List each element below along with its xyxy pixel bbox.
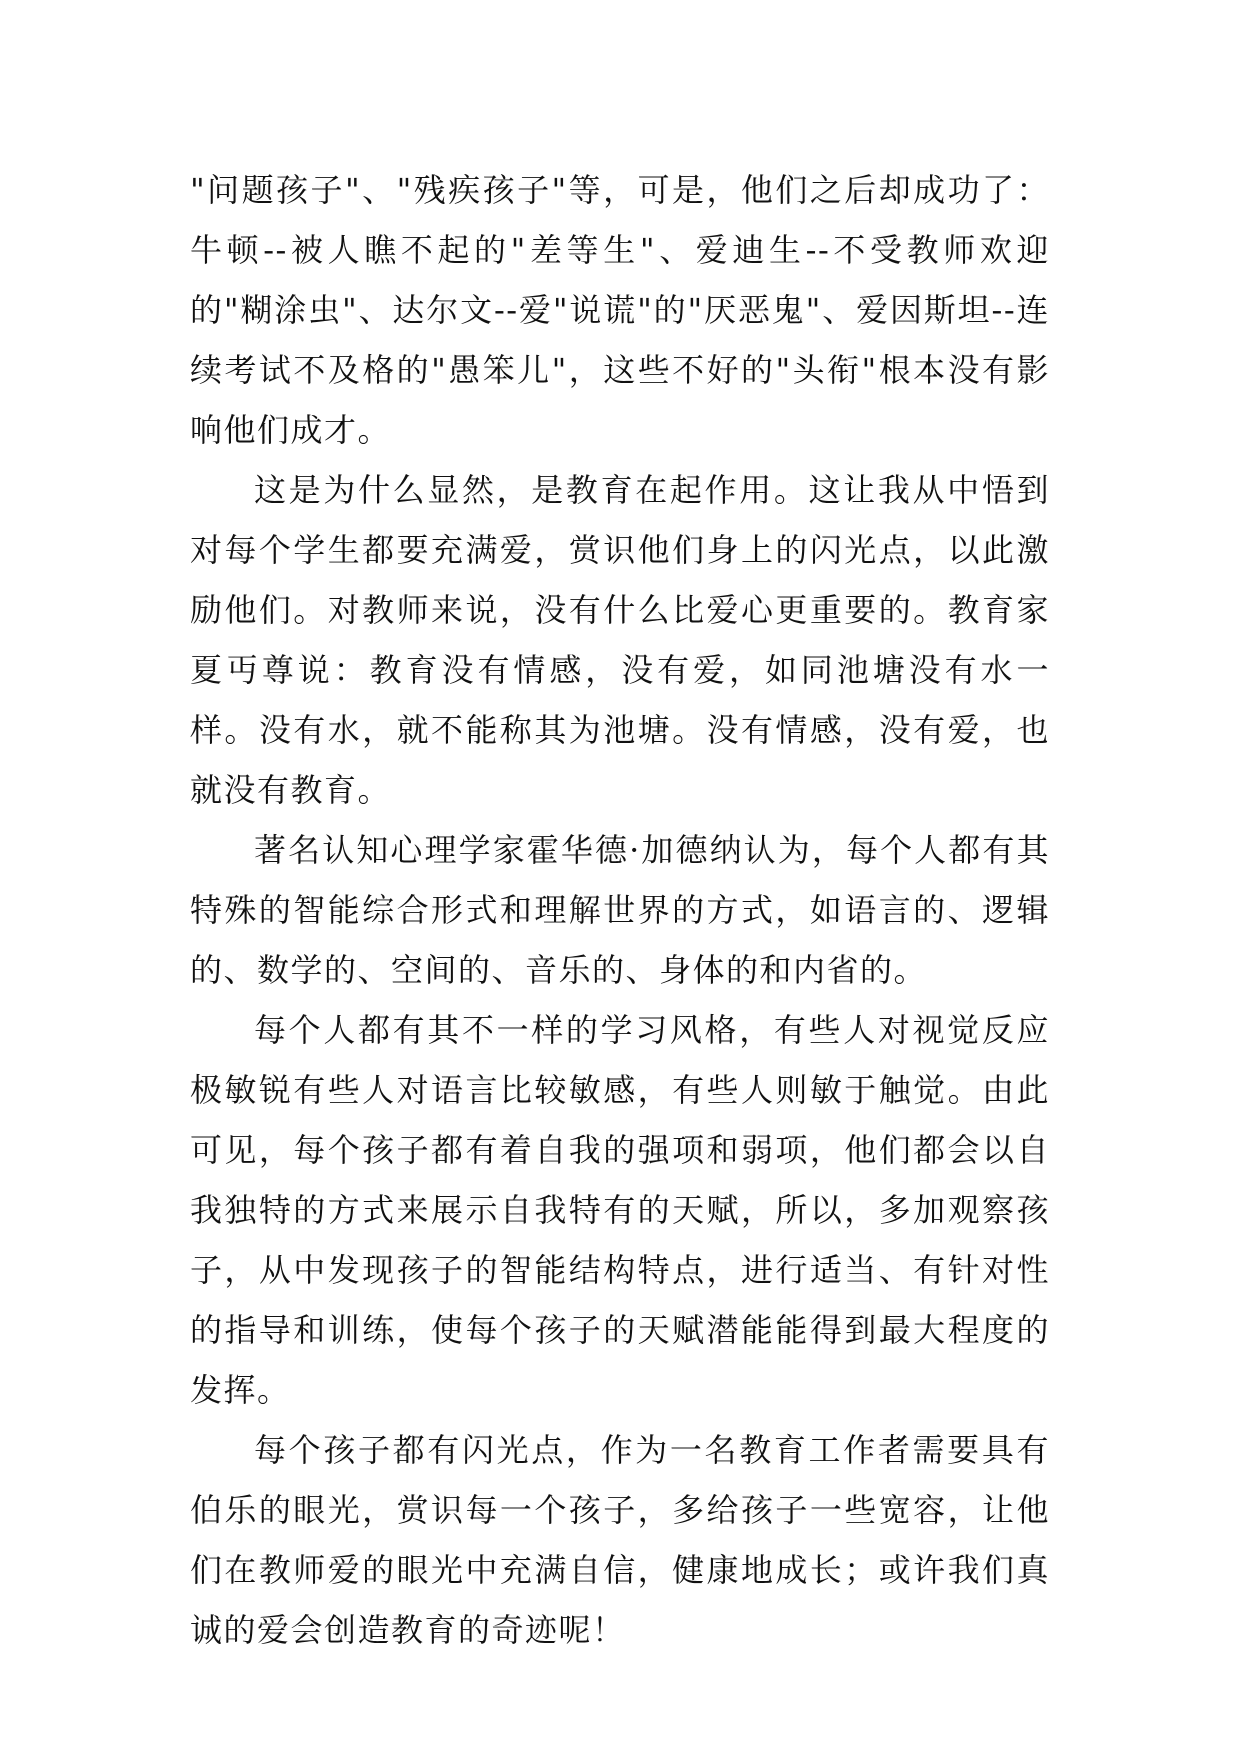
paragraph-1: "问题孩子"、"残疾孩子"等，可是，他们之后却成功了：牛顿--被人瞧不起的"差等生"、爱迪生--不受教师欢迎的"糊涂虫"、达尔文--爱"说谎"的"厌恶鬼"、爱因斯坦--连续考试不及格的"愚笨儿"，这些不好的"头衔"根本没有影响他们成才。 bbox=[190, 171, 1050, 449]
paragraph-5: 每个孩子都有闪光点，作为一名教育工作者需要具有伯乐的眼光，赏识每一个孩子，多给孩子一些宽容，让他们在教师爱的眼光中充满自信，健康地成长；或许我们真诚的爱会创造教育的奇迹呢！ bbox=[190, 1431, 1050, 1649]
paragraph-3: 著名认知心理学家霍华德·加德纳认为，每个人都有其特殊的智能综合形式和理解世界的方式，如语言的、逻辑的、数学的、空间的、音乐的、身体的和内省的。 bbox=[190, 831, 1050, 989]
paragraph-2: 这是为什么显然，是教育在起作用。这让我从中悟到对每个学生都要充满爱，赏识他们身上的闪光点，以此激励他们。对教师来说，没有什么比爱心更重要的。教育家夏丏尊说：教育没有情感，没有爱，如同池塘没有水一样。没有水，就不能称其为池塘。没有情感，没有爱，也就没有教育。 bbox=[190, 471, 1050, 809]
document-body bbox=[190, 160, 1050, 1660]
paragraph-4: 每个人都有其不一样的学习风格，有些人对视觉反应极敏锐有些人对语言比较敏感，有些人则敏于触觉。由此可见，每个孩子都有着自我的强项和弱项，他们都会以自我独特的方式来展示自我特有的天赋，所以，多加观察孩子，从中发现孩子的智能结构特点，进行适当、有针对性的指导和训练，使每个孩子的天赋潜能能得到最大程度的发挥。 bbox=[190, 1011, 1050, 1409]
